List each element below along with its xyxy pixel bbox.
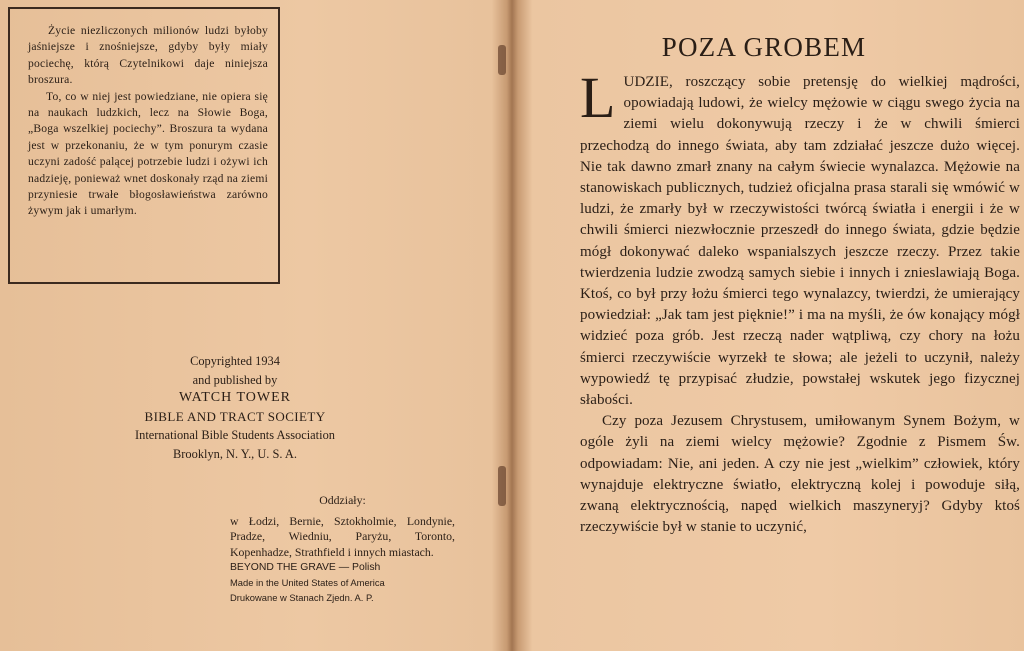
drop-cap: L bbox=[580, 65, 616, 130]
copyright-block bbox=[60, 352, 410, 463]
published-by-line: and published by bbox=[192, 372, 278, 387]
body-paragraph-2: Czy poza Jezusem Chrystusem, umiłowanym Synem Bożym, w ogóle żyli na ziemi wielcy mężowie? Zgodnie z Pismem Św. odpowiadam: Nie, ani jeden. A czy nie jest „wielkim” człowiek, który wynajduje elektryczne światło, elektryczną kolej i powoduje siłą, zwaną elektrycznością, napęd wielkich maszyneryj? Gdyby ktoś rzeczywiście był w stanie to uczynić, bbox=[580, 413, 1020, 536]
branches-block bbox=[230, 493, 455, 605]
edition-line: BEYOND THE GRAVE — Polish bbox=[230, 561, 381, 573]
branches-heading: Oddziały: bbox=[319, 493, 366, 507]
intro-paragraph-2: To, co w niej jest powiedziane, nie opiera się na naukach ludzkich, lecz na Słowie Boga, „Boga wszelkiej pociechy”. Broszura ta wydana jest w przekonaniu, że w tym ponurym czasie uczyni zadość palącej potrzebie ludzi i ożywi ich nadzieję, ponieważ wnet doskonały rząd na ziemi przyniesie trwałe błogosławieństwa zarówno żywym jak i umarłym. bbox=[28, 89, 268, 218]
body-paragraph-1-text: UDZIE, roszczący sobie pretensję do wielkiej mądrości, opowiadają ludowi, że wielcy mężowie w ciągu swego życia na ziemi wielu dokonywują rzeczy i że w chwili śmierci przechodzą do innego świata, aby tam zdziałać jeszcze dużo więcej. Nie tak dawno zmarł znany na całym świecie wynalazca. Mężowie na stanowiskach publicznych, tudzież oficjalna prasa starali się wmówić w ludzi, że zmarły był w rzeczywistości twórcą światła i energii i że w chwili śmierci niezwłocznie przeszedł do innego świata, gdzie będzie mógł dokonywać daleko wspanialszych jeszcze rzeczy. Przez takie twierdzenia ludzie zwodzą samych siebie i innych i znieslawiają Boga. Ktoś, co był przy łożu śmierci tego wynalazcy, twierdzi, że umierający powiedział: „Jak tam jest pięknie!” i ma na myśli, że ów konający mógł widzieć poza grób. Jest rzeczą nader wątpliwą, czy chory na łożu śmierci rzeczywiście wyrzekł te słowa; ale jeżeli to uczynił, należy wypowiedź tę przypisać złudzie, powstałej wskutek jego fizycznej słabości. bbox=[580, 74, 1020, 409]
binding-stain bbox=[498, 45, 506, 75]
page-title: POZA GROBEM bbox=[661, 32, 867, 62]
intro-box bbox=[8, 7, 280, 284]
intro-paragraph-1: Życie niezliczonych milionów ludzi byłoby jaśniejsze i znośniejsze, gdyby były miały pociechę, którą Czytelnikowi daje niniejsza broszura. bbox=[28, 24, 268, 87]
binding-stain bbox=[498, 466, 506, 506]
made-in-line: Made in the United States of America bbox=[230, 577, 385, 589]
branches-list: w Łodzi, Bernie, Sztokholmie, Londynie, Pradze, Wiedniu, Paryżu, Toronto, Kopenhadze, Strathfield i innych miastach. bbox=[230, 514, 455, 559]
body-text bbox=[580, 65, 1020, 538]
printed-line: Drukowane w Stanach Zjedn. A. P. bbox=[230, 592, 374, 604]
publisher-city: Brooklyn, N. Y., U. S. A. bbox=[173, 446, 297, 461]
body-paragraph-1 bbox=[580, 65, 1020, 411]
left-page bbox=[0, 0, 500, 651]
copyright-line: Copyrighted 1934 bbox=[190, 354, 280, 368]
publisher-society: BIBLE AND TRACT SOCIETY bbox=[144, 408, 326, 424]
publisher-association: International Bible Students Association bbox=[135, 428, 335, 442]
publisher-name: WATCH TOWER bbox=[179, 390, 291, 405]
right-page bbox=[520, 0, 1024, 651]
